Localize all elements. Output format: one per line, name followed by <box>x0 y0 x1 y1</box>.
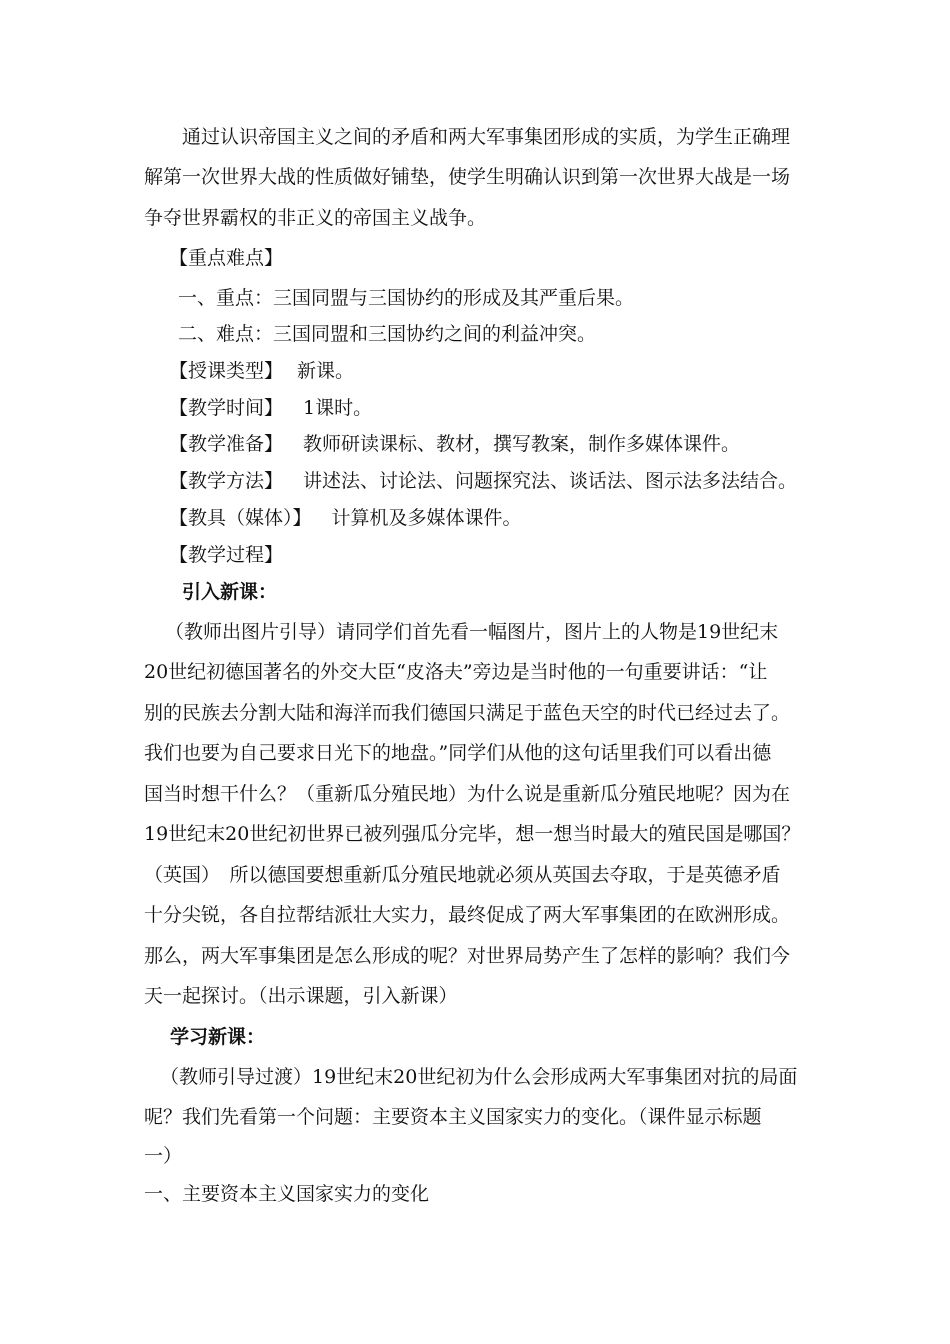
lesson-method-row <box>169 469 797 493</box>
lesson-type-row <box>169 359 354 383</box>
study-line-1: （教师引导过渡）19世纪末20世纪初为什么会形成两大军事集团对抗的局面 <box>160 1066 798 1088</box>
study-line-2: 呢？我们先看第一个问题：主要资本主义国家实力的变化。（课件显示标题 <box>144 1106 762 1128</box>
lesson-prep-label: 【教学准备】 <box>169 433 284 455</box>
intro-line-7: （英国） 所以德国要想重新瓜分殖民地就必须从英国去夺取，于是英德矛盾 <box>144 864 781 886</box>
lesson-time-label: 【教学时间】 <box>169 397 284 419</box>
intro-heading: 引入新课： <box>182 581 278 603</box>
intro-line-5: 国当时想干什么？（重新瓜分殖民地）为什么说是重新瓜分殖民地呢？因为在 <box>144 783 791 805</box>
intro-line-6: 19世纪末20世纪初世界已被列强瓜分完毕，想一想当时最大的殖民国是哪国？ <box>144 823 801 845</box>
key-points-heading: 【重点难点】 <box>169 247 284 269</box>
intro-line-9: 那么，两大军事集团是怎么形成的呢？对世界局势产生了怎样的影响？我们今 <box>144 945 791 967</box>
objective-line-1: 通过认识帝国主义之间的矛盾和两大军事集团形成的实质，为学生正确理 <box>182 126 791 148</box>
lesson-prep-value: 教师研读课标、教材，撰写教案，制作多媒体课件。 <box>303 433 741 455</box>
lesson-tools-label: 【教具（媒体）】 <box>169 507 312 529</box>
key-point-focus: 一、重点：三国同盟与三国协约的形成及其严重后果。 <box>178 287 635 309</box>
lesson-method-value: 讲述法、讨论法、问题探究法、谈话法、图示法多法结合。 <box>303 470 798 492</box>
objective-line-2: 解第一次世界大战的性质做好铺垫，使学生明确认识到第一次世界大战是一场 <box>144 166 791 188</box>
lesson-method-label: 【教学方法】 <box>169 470 284 492</box>
lesson-time-row <box>169 396 372 420</box>
intro-line-10: 天一起探讨。（出示课题，引入新课） <box>144 985 458 1007</box>
lesson-prep-row <box>169 432 740 456</box>
lesson-type-value: 新课。 <box>297 360 355 382</box>
intro-line-1: （教师出图片引导）请同学们首先看一幅图片，图片上的人物是19世纪末 <box>165 621 779 643</box>
lesson-tools-value: 计算机及多媒体课件。 <box>331 507 522 529</box>
objective-line-3: 争夺世界霸权的非正义的帝国主义战争。 <box>144 207 487 229</box>
study-heading: 学习新课： <box>170 1026 266 1048</box>
key-point-difficulty: 二、难点：三国同盟和三国协约之间的利益冲突。 <box>178 323 597 345</box>
lesson-tools-row <box>169 506 522 530</box>
section-title: 一、主要资本主义国家实力的变化 <box>144 1183 430 1205</box>
intro-line-3: 别的民族去分割大陆和海洋而我们德国只满足于蓝色天空的时代已经过去了。 <box>144 702 791 724</box>
intro-line-8: 十分尖锐，各自拉帮结派壮大实力，最终促成了两大军事集团的在欧洲形成。 <box>144 904 791 926</box>
lesson-process-heading: 【教学过程】 <box>169 544 284 566</box>
intro-line-2: 20世纪初德国著名的外交大臣“皮洛夫”旁边是当时他的一句重要讲话：“让 <box>144 661 768 683</box>
lesson-time-value: 1课时。 <box>303 397 373 419</box>
lesson-type-label: 【授课类型】 <box>169 360 284 382</box>
study-line-3: 一） <box>144 1145 183 1167</box>
intro-line-4: 我们也要为自己要求日光下的地盘。”同学们从他的这句话里我们可以看出德 <box>144 742 772 764</box>
